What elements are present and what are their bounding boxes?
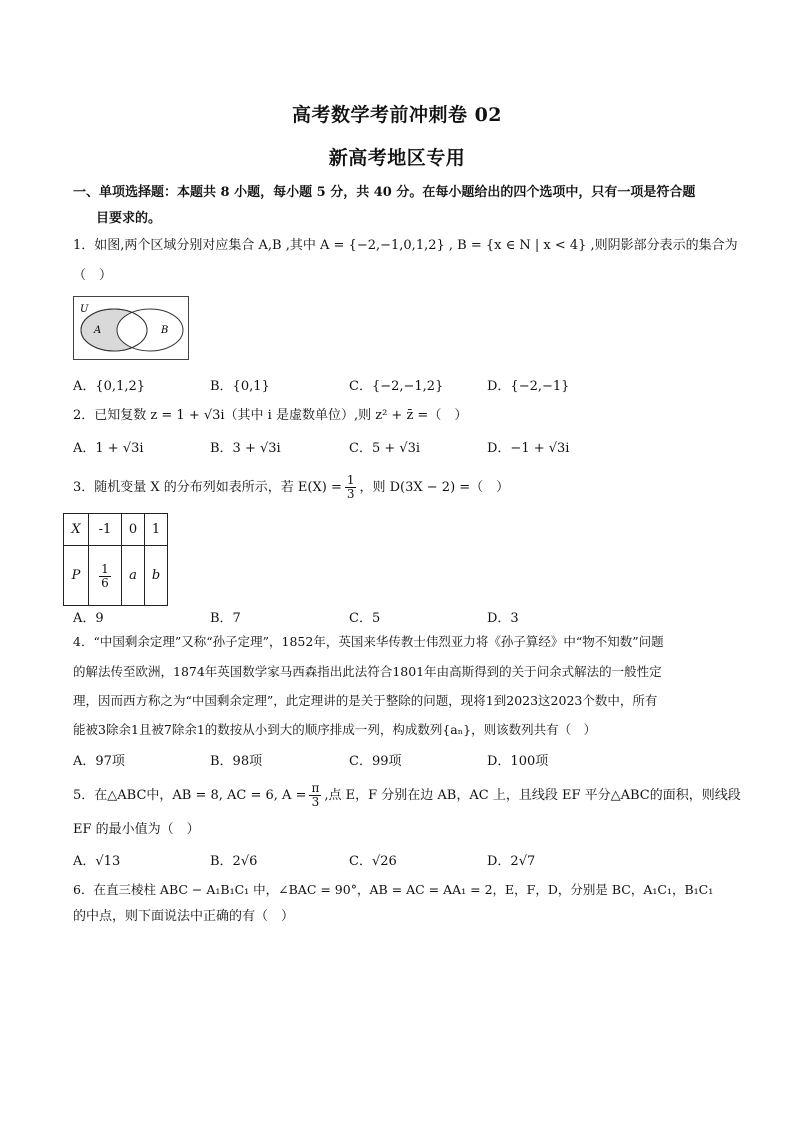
q2-option-b[interactable]: B．3 + √3i (210, 441, 281, 456)
q3-option-a[interactable]: A．9 (73, 611, 104, 626)
q4-line-1: 4．“中国剩余定理”又称“孙子定理”，1852年，英国来华传教士伟烈亚力将《孙子算经》中“物不知数”问题 (73, 634, 664, 649)
table-cell-1: 1 (145, 514, 168, 546)
q4-line-2: 的解法传至欧洲，1874年英国数学家马西森指出此法符合1801年由高斯得到的关于问余式解法的一般性定 (73, 664, 662, 679)
q5-option-a[interactable]: A．√13 (73, 854, 121, 869)
q3-frac-num: 1 (346, 473, 355, 487)
u-label: U (80, 304, 89, 315)
table-cell-neg1: -1 (89, 514, 122, 546)
section-heading-cont: 目要求的。 (96, 211, 162, 226)
q1-option-d[interactable]: D．{−2,−1} (487, 379, 570, 394)
q1-option-a[interactable]: A．{0,1,2} (73, 379, 146, 394)
q5-stem (73, 782, 741, 809)
q2-option-a[interactable]: A．1 + √3i (73, 441, 144, 456)
q6-line-1: 6．在直三棱柱 ABC − A₁B₁C₁ 中，∠BAC = 90°，AB = AC = AA₁ = 2，E，F，D，分别是 BC，A₁C₁，B₁C₁ (73, 882, 714, 897)
section-heading: 一、单项选择题：本题共 8 小题，每小题 5 分，共 40 分。在每小题给出的四个选项中，只有一项是符合题 (73, 185, 696, 200)
q3-stem-post: ，则 D(3X − 2) =（ ） (359, 479, 510, 495)
q3-stem-pre: 3．随机变量 X 的分布列如表所示，若 E(X) = (73, 479, 342, 495)
a-label: A (94, 325, 102, 336)
table-cell-0: 0 (122, 514, 145, 546)
table-fraction (99, 563, 111, 590)
q5-fraction (309, 782, 321, 809)
page-title: 高考数学考前冲刺卷 02 (291, 104, 503, 126)
q5-options (73, 850, 723, 870)
q3-fraction (345, 474, 357, 501)
b-label: B (161, 325, 169, 336)
q1-stem-cont: （ ） (73, 268, 113, 283)
q3-frac-den: 3 (346, 487, 355, 501)
q1-option-b[interactable]: B．{0,1} (210, 379, 270, 394)
q4-option-a[interactable]: A．97项 (73, 754, 125, 769)
table-frac-num: 1 (101, 561, 109, 576)
table-cell-x: X (64, 514, 89, 546)
q5-frac-num: π (311, 781, 320, 795)
q1-options (73, 375, 723, 395)
q2-option-c[interactable]: C．5 + √3i (349, 441, 421, 456)
q2-stem: 2．已知复数 z = 1 + √3i（其中 i 是虚数单位）,则 z² + z̄ =（ ） (73, 408, 468, 423)
q6-line-2: 的中点，则下面说法中正确的有（ ） (73, 909, 295, 924)
venn-diagram (73, 296, 189, 360)
q5-frac-den: 3 (311, 795, 320, 809)
q4-option-d[interactable]: D．100项 (487, 754, 549, 769)
q3-option-c[interactable]: C．5 (349, 611, 381, 626)
q3-option-d[interactable]: D．3 (487, 611, 519, 626)
q5-option-b[interactable]: B．2√6 (210, 854, 258, 869)
q5-stem-post: ,点 E，F 分别在边 AB，AC 上，且线段 EF 平分△ABC的面积，则线段 (324, 787, 741, 803)
q4-option-c[interactable]: C．99项 (349, 754, 402, 769)
q3-option-b[interactable]: B．7 (210, 611, 241, 626)
table-cell-p: P (64, 546, 89, 606)
table-cell-b: b (145, 546, 168, 606)
q1-option-c[interactable]: C．{−2,−1,2} (349, 379, 444, 394)
venn-svg (74, 297, 188, 359)
q5-stem-cont: EF 的最小值为（ ） (73, 822, 200, 837)
q2-option-d[interactable]: D．−1 + √3i (487, 441, 570, 456)
q3-stem (73, 474, 509, 501)
q1-stem: 1．如图,两个区域分别对应集合 A,B ,其中 A = {−2,−1,0,1,2} , B = {x ∈ N | x < 4} ,则阴影部分表示的集合为 (73, 238, 738, 253)
q4-line-3: 理，因而西方称之为“中国剩余定理”，此定理讲的是关于整除的问题，现将1到2023这2023个数中，所有 (73, 693, 658, 708)
table-frac-den: 6 (101, 575, 109, 590)
q5-option-d[interactable]: D．2√7 (487, 854, 536, 869)
q4-line-4: 能被3除余1且被7除余1的数按从小到大的顺序排成一列，构成数列{aₙ}，则该数列共有（ ） (73, 722, 597, 737)
table-cell-prob-1 (89, 546, 122, 606)
q5-stem-pre: 5．在△ABC中，AB = 8, AC = 6, A = (73, 787, 307, 803)
table-cell-a: a (122, 546, 145, 606)
q4-options (73, 750, 723, 770)
q4-option-b[interactable]: B．98项 (210, 754, 263, 769)
q5-option-c[interactable]: C．√26 (349, 854, 397, 869)
page-subtitle: 新高考地区专用 (328, 147, 466, 169)
q3-options (73, 607, 723, 627)
distribution-table (63, 513, 168, 606)
q2-options (73, 437, 723, 457)
